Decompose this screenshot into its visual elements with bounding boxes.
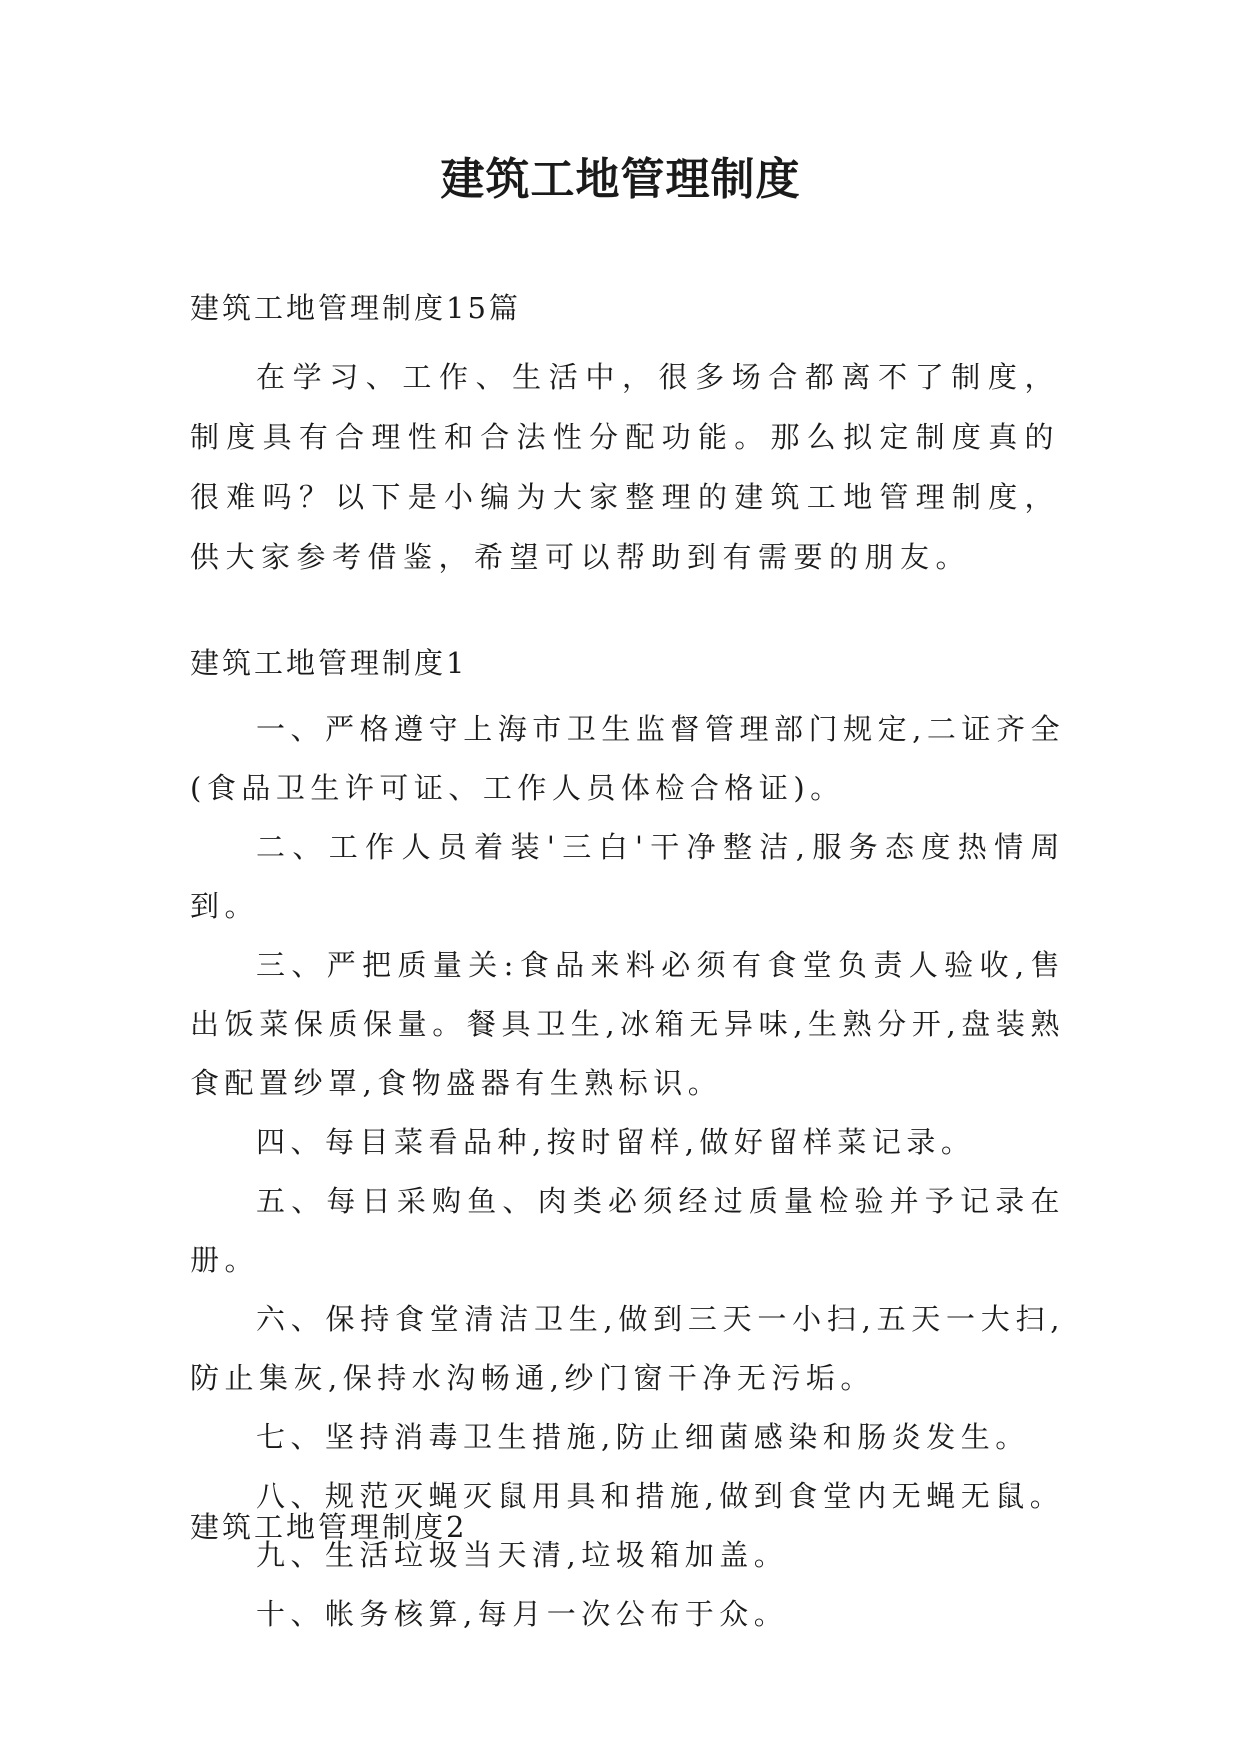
- intro-paragraph: 在学习、工作、生活中，很多场合都离不了制度，制度具有合理性和合法性分配功能。那么拟定制度真的很难吗？以下是小编为大家整理的建筑工地管理制度，供大家参考借鉴，希望可以帮助到有需要的朋友。: [190, 360, 1060, 574]
- rule-item: 四、每目菜看品种,按时留样,做好留样菜记录。: [256, 1125, 976, 1159]
- rule-item: 十、帐务核算,每月一次公布于众。: [256, 1597, 789, 1631]
- rule-item: 九、生活垃圾当天清,垃圾箱加盖。: [256, 1538, 789, 1572]
- document-subtitle: 建筑工地管理制度15篇: [190, 291, 521, 325]
- rule-item: 八、规范灭蝇灭鼠用具和措施,做到食堂内无蝇无鼠。: [256, 1479, 1065, 1513]
- section-1-rules: [190, 700, 1065, 1644]
- rule-item: 一、严格遵守上海市卫生监督管理部门规定,二证齐全(食品卫生许可证、工作人员体检合格证)。: [190, 712, 1065, 805]
- document-title: 建筑工地管理制度: [440, 154, 801, 205]
- rule-item: 七、坚持消毒卫生措施,防止细菌感染和肠炎发生。: [256, 1420, 1030, 1454]
- rule-item: 三、严把质量关:食品来料必须有食堂负责人验收,售出饭菜保质保量。餐具卫生,冰箱无异味,生熟分开,盘装熟食配置纱罩,食物盛器有生熟标识。: [190, 948, 1065, 1100]
- rule-item: 六、保持食堂清洁卫生,做到三天一小扫,五天一大扫,防止集灰,保持水沟畅通,纱门窗干净无污垢。: [190, 1302, 1065, 1395]
- section-2-heading: 建筑工地管理制度2: [190, 1510, 468, 1544]
- rule-item: 五、每日采购鱼、肉类必须经过质量检验并予记录在册。: [190, 1184, 1065, 1277]
- rule-item: 二、工作人员着装'三白'干净整洁,服务态度热情周到。: [190, 830, 1065, 923]
- section-1-heading: 建筑工地管理制度1: [190, 646, 468, 680]
